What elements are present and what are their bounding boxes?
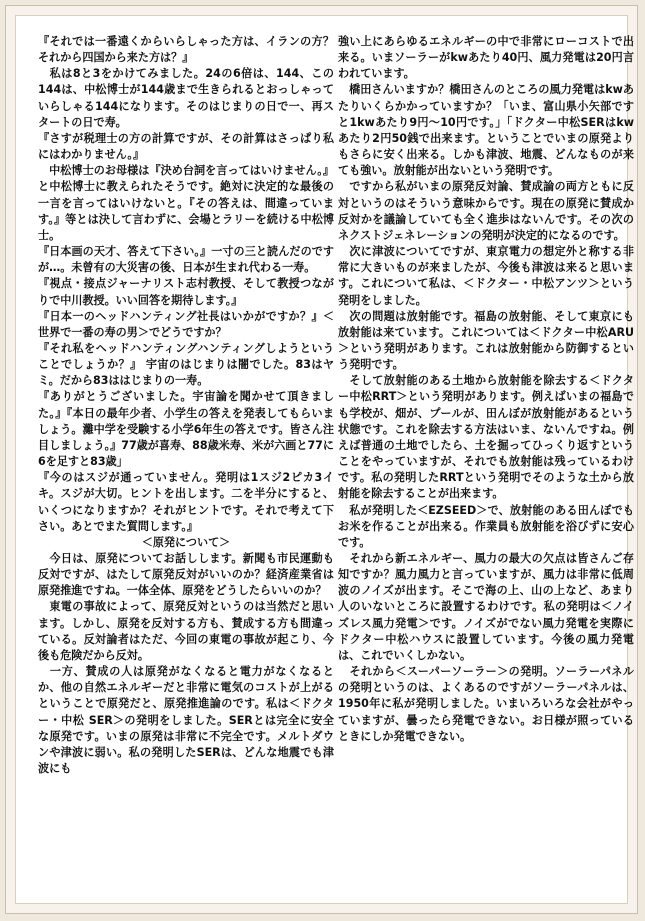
paragraph: ですから私がいまの原発反対論、賛成論の両方ともに反対というのはそういう意味からです。現在の原発に賛成か反対かを議論していても全く進歩はないんです。その次のネクストジェネレーションの発明が決定的になるのです。 — [338, 180, 634, 242]
right-column — [338, 34, 634, 745]
left-column — [38, 34, 334, 777]
paragraph: 『それでは一番遠くからいらしゃった方は、イランの方？それから四国から来た方は？』 — [38, 35, 334, 65]
paragraph: 次の問題は放射能です。福島の放射能、そして東京にも放射能は来ています。これについては＜ドクター中松ARU＞という発明があります。これは放射能から防御するという発明です。 — [338, 309, 634, 372]
page-frame — [5, 5, 638, 914]
paragraph: 『日本画の天才、答えて下さい。』一寸の三と読んだのですが…。未曾有の大災害の後、日本が生まれ代わる一寿。 — [38, 245, 334, 275]
paragraph: それから新エネルギー、風力の最大の欠点は皆さんご存知ですか？風力風力と言っていますが、風力は非常に低周波のノイズが出ます。そこで海の上、山の上など、あまり人のいないところに設置するわけです。私の発明は＜ノイズレス風力発電＞です。ノイズがでない風力発電を実際にドクター中松ハウスに設置しています。今後の風力発電は、これでいくしかない。 — [338, 552, 634, 662]
paragraph: そして放射能のある土地から放射能を除去する＜ドクター中松RRT＞という発明があります。例えばいまの福島でも学校が、畑が、プールが、田んぼが放射能があるという状態です。これを除去する方法はいま、ないんですね。例えば普通の土地でしたら、土を掘ってひっくり返すということをやっていますが、それでも放射能は残っているわけです。私の発明したRRTという発明でそのような土から放射能を除去することが出来ます。 — [338, 374, 634, 501]
page-inner-border — [15, 15, 634, 904]
section-heading: ＜原発について＞ — [141, 535, 231, 549]
paragraph: 『さすが税理士の方の計算ですが、その計算はさっぱり私にはわかりません。』 — [38, 131, 334, 162]
paragraph: 『ありがとうございました。宇宙論を聞かせて頂きました。』『本日の最年少者、小学生の答えを発表してもらいましょう。灘中学を受験する小学6年生の答えです。皆さん注目しましょう。』77歳が喜寿、88歳米寿、米が六画と77に6を足すと83歳」 — [38, 390, 334, 469]
paragraph: 『日本一のヘッドハンティング社長はいかがですか？』＜世界で一番の寿の男＞でどうですか？ — [38, 309, 334, 339]
paragraph: 『視点・接点ジャーナリスト志村教授、そして教授つながりで中川教授。いい回答を期待します。』 — [38, 277, 334, 307]
paragraph: 『今のはスジが通っていません。発明は1スジ2ピカ3イキ。スジが大切。ヒントを出します。二を半分にすると、いくつになりますか？それがヒントです。それで考えて下さい。あとでまた質問します。』 — [38, 471, 334, 533]
paragraph: 今日は、原発についてお話しします。新聞も市民運動も反対ですが、はたして原発反対がいいのか？経済産業省は原発推進ですね。一体全体、原発をどうしたらいいのか？ — [38, 552, 334, 598]
paragraph: 東電の事故によって、原発反対というのは当然だと思います。しかし、原発を反対する方も、賛成する方も間違っている。反対論者はただ、今回の東電の事故が起こり、今後も危険だから反対。 — [38, 600, 334, 662]
paragraph: 『それ私をヘッドハンティングハンティングしようということでしょうか？』 宇宙のはじまりは闇でした。83はヤミ。だから83ははじまりの一寿。 — [38, 341, 334, 388]
paragraph: 強い上にあらゆるエネルギーの中で非常にローコストで出来る。いまソーラーがkwあたり40円、風力発電は20円言われています。 — [338, 35, 634, 81]
paragraph: 橋田さんいますか？橋田さんのところの風力発電はkwあたりいくらかかっていますか？「いま、富山県小矢部ですと1kwあたり9円〜10円です。」「ドクター中松SERはkwあたり2円50銭で出来ます。ということでいまの原発よりもさらに安く出来る。しかも津波、地震、どんなものが来ても強い。放射能が出ないという発明です。 — [338, 83, 634, 178]
paragraph: 次に津波についてですが、東京電力の想定外と称する非常に大きいものが来ましたが、今後も津波は来ると思います。これについて私は、＜ドクター・中松アンツ＞という発明をしました。 — [338, 245, 634, 307]
paragraph: 一方、賛成の人は原発がなくなると電力がなくなるとか、他の自然エネルギーだと非常に電気のコストが上がるということで原発だと、原発推進論のです。私は＜ドクター・中松 SER＞の発明をしました。SERとは完全に安全な原発です。いまの原発は非常に不完全です。メルトダウンや津波に弱い。私の発明したSERは、どんな地震でも津波にも — [38, 665, 334, 776]
paragraph: 私は8と3をかけてみました。24の6倍は、144、この144は、中松博士が144歳まで生きられるとおっしゃっていらしゃる144になります。そのはじまりの日で一、再スタートの日で寿。 — [38, 67, 334, 129]
paragraph: それから＜スーパーソーラー＞の発明。ソーラーパネルの発明というのは、よくあるのですがソーラーパネルは、1950年に私が発明しました。いまいろいろな会社がやっていますが、曇ったら発電できない。お日様が照っているときにしか発電できない。 — [338, 665, 634, 743]
paragraph: 私が発明した＜EZSEED＞で、放射能のある田んぼでもお米を作ることが出来る。作業員も放射能を浴びずに安心です。 — [338, 503, 634, 549]
paragraph: 中松博士のお母様は『決め台詞を言ってはいけません。』と中松博士に教えられたそうです。絶対に決定的な最後の一言を言ってはいけないと。『その答えは、間違っています。』等とは決して言わずに、会場とラリーを続ける中松博士。 — [38, 164, 334, 242]
